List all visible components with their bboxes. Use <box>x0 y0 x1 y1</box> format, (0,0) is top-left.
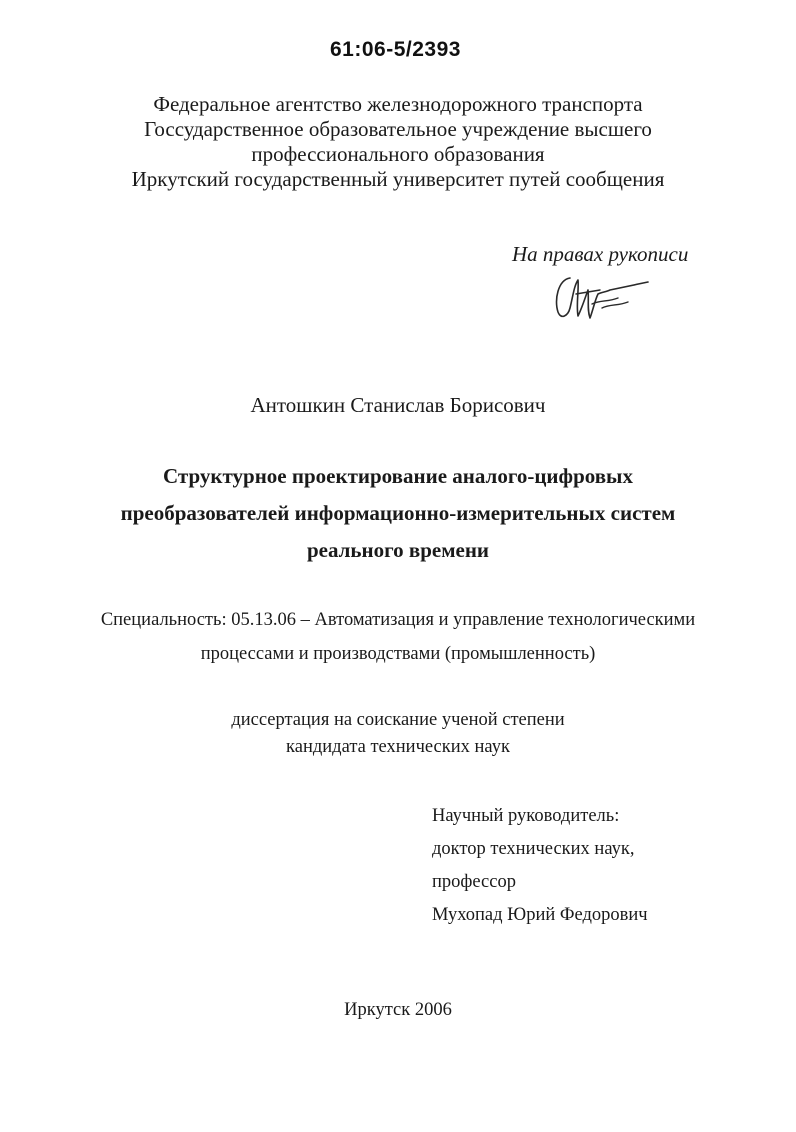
organization-line-2: Госсударственное образовательное учреждение высшего <box>144 117 652 141</box>
advisor-title: профессор <box>432 872 516 892</box>
thesis-title-line-3: реального времени <box>306 538 490 562</box>
archive-stamp: 61:06-5/2393 <box>330 38 461 61</box>
manuscript-note: На правах рукописи <box>512 242 689 266</box>
advisor-degree: доктор технических наук, <box>432 839 635 859</box>
signature <box>548 268 658 324</box>
advisor-label: Научный руководитель: <box>432 806 620 826</box>
degree-line-2: кандидата технических наук <box>286 737 510 757</box>
organization-line-1: Федеральное агентство железнодорожного транспорта <box>153 92 643 116</box>
degree-line-1: диссертация на соискание ученой степени <box>231 710 565 730</box>
organization-line-4: Иркутский государственный университет путей сообщения <box>131 167 665 191</box>
advisor-name: Мухопад Юрий Федорович <box>432 905 648 925</box>
author-name: Антошкин Станислав Борисович <box>250 393 546 417</box>
organization-line-3: профессионального образования <box>251 142 545 166</box>
thesis-title-line-2: преобразователей информационно-измерительных систем <box>120 501 676 525</box>
specialty-line-1: Специальность: 05.13.06 – Автоматизация и управление технологическими <box>100 610 696 630</box>
city-year: Иркутск 2006 <box>344 1000 452 1020</box>
specialty-line-2: процессами и производствами (промышленность) <box>200 644 596 664</box>
thesis-title-line-1: Структурное проектирование аналого-цифровых <box>163 464 633 488</box>
